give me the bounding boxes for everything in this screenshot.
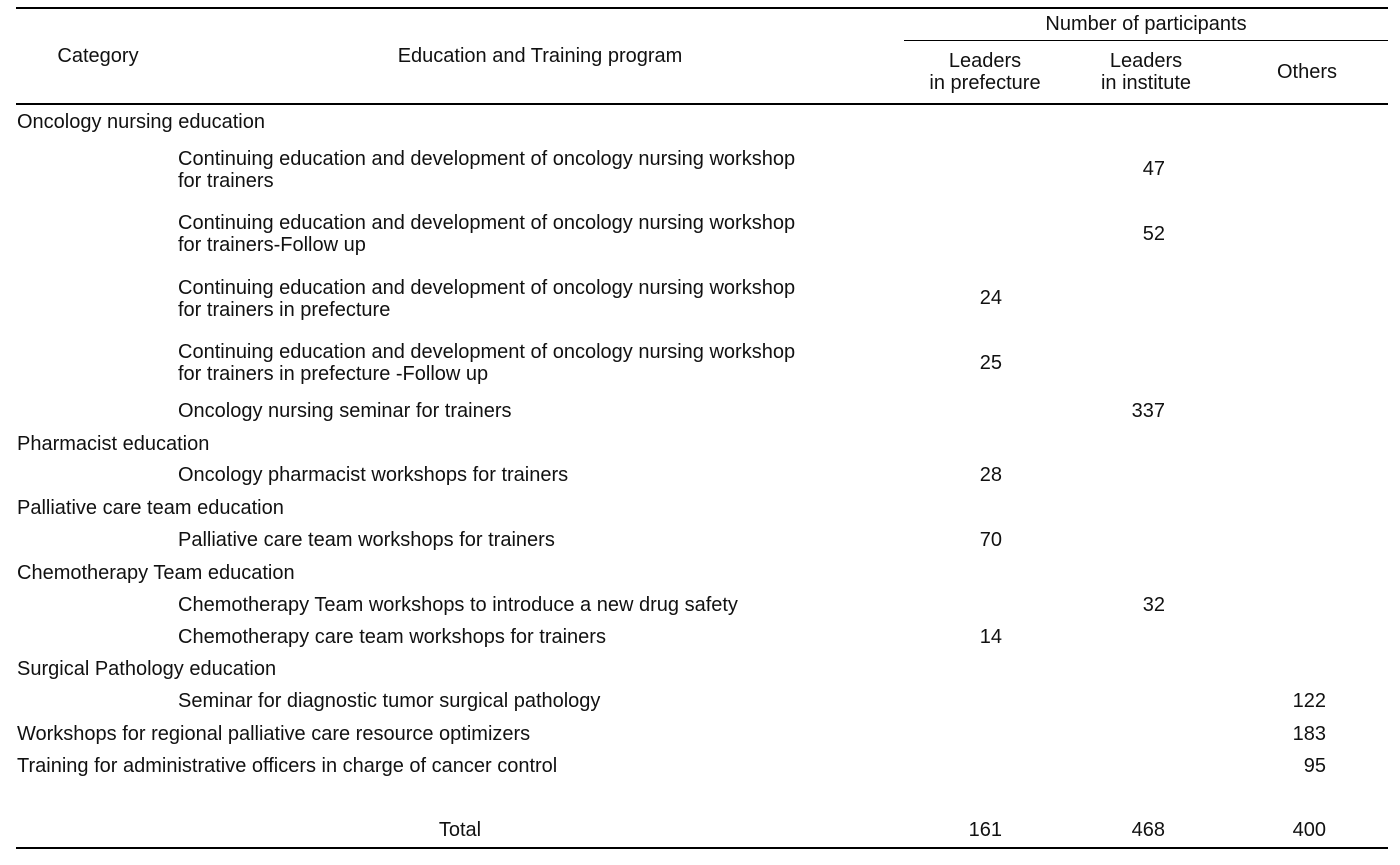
header-col1-line1: Leaders <box>948 50 1022 72</box>
value-leaders-in-prefecture: 14 <box>979 626 1002 648</box>
value-leaders-in-prefecture: 70 <box>979 529 1002 551</box>
program-row: Oncology pharmacist workshops for trainers <box>178 464 569 486</box>
header-leaders-in-institute <box>1066 50 1226 94</box>
category-administrative-officers: Training for administrative officers in charge of cancer control <box>17 755 558 777</box>
value-leaders-in-institute: 32 <box>1142 594 1165 616</box>
program-row <box>178 148 795 192</box>
program-row: Seminar for diagnostic tumor surgical pathology <box>178 690 601 712</box>
header-col2-line2: in institute <box>1100 72 1192 94</box>
program-line2: for trainers-Follow up <box>178 234 366 256</box>
header-bottom-rule <box>16 103 1388 105</box>
total-others: 400 <box>1292 819 1326 841</box>
program-line2: for trainers in prefecture <box>178 299 391 321</box>
category-oncology-nursing: Oncology nursing education <box>17 111 265 133</box>
header-program: Education and Training program <box>397 45 683 67</box>
program-line1: Continuing education and development of oncology nursing workshop <box>178 212 796 234</box>
total-leaders-in-prefecture: 161 <box>968 819 1002 841</box>
category-regional-palliative: Workshops for regional palliative care resource optimizers <box>17 723 531 745</box>
program-line2: for trainers <box>178 170 274 192</box>
total-leaders-in-institute: 468 <box>1131 819 1165 841</box>
program-row: Palliative care team workshops for trainers <box>178 529 555 551</box>
group-header-rule <box>904 40 1388 41</box>
program-row <box>178 277 795 321</box>
table-top-rule <box>16 7 1388 9</box>
program-line1: Continuing education and development of oncology nursing workshop <box>178 341 796 363</box>
category-surgical-pathology: Surgical Pathology education <box>17 658 277 680</box>
table-bottom-rule <box>16 847 1388 849</box>
value-leaders-in-institute: 337 <box>1131 400 1165 422</box>
program-row: Chemotherapy care team workshops for trainers <box>178 626 606 648</box>
category-chemotherapy: Chemotherapy Team education <box>17 562 295 584</box>
total-label: Total <box>438 819 482 841</box>
value-others: 183 <box>1292 723 1326 745</box>
program-row <box>178 212 795 256</box>
category-pharmacist: Pharmacist education <box>17 433 210 455</box>
header-col2-line1: Leaders <box>1109 50 1183 72</box>
value-others: 95 <box>1303 755 1326 777</box>
category-palliative-care: Palliative care team education <box>17 497 284 519</box>
program-row: Chemotherapy Team workshops to introduce a new drug safety <box>178 594 738 616</box>
header-others: Others <box>1276 61 1338 83</box>
header-number-of-participants: Number of participants <box>1045 13 1247 35</box>
program-line1: Continuing education and development of oncology nursing workshop <box>178 148 796 170</box>
value-leaders-in-institute: 47 <box>1142 158 1165 180</box>
header-col1-line2: in prefecture <box>929 72 1041 94</box>
value-leaders-in-prefecture: 25 <box>979 352 1002 374</box>
value-leaders-in-prefecture: 24 <box>979 287 1002 309</box>
program-row <box>178 341 795 385</box>
program-line2: for trainers in prefecture -Follow up <box>178 363 489 385</box>
value-others: 122 <box>1292 690 1326 712</box>
value-leaders-in-prefecture: 28 <box>979 464 1002 486</box>
header-leaders-in-prefecture <box>904 50 1066 94</box>
header-category: Category <box>57 45 139 67</box>
value-leaders-in-institute: 52 <box>1142 223 1165 245</box>
program-row: Oncology nursing seminar for trainers <box>178 400 512 422</box>
program-line1: Continuing education and development of oncology nursing workshop <box>178 277 796 299</box>
